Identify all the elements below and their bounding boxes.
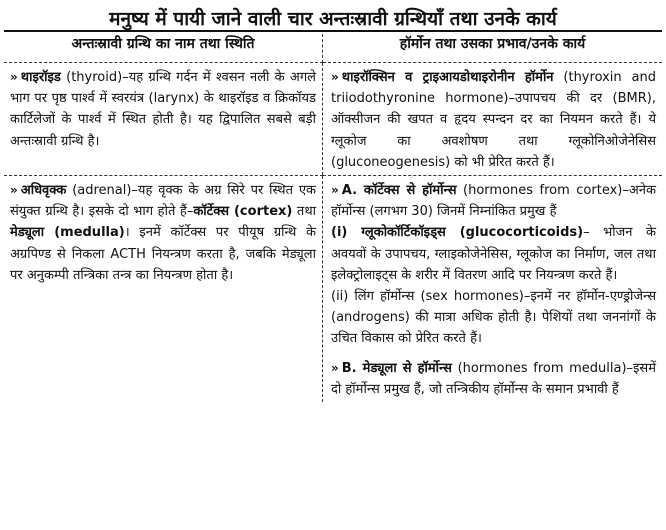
bullet-icon: »: [10, 70, 18, 84]
adrenal-hormone-description: » A. कॉर्टेक्स से हॉर्मोन्स (hormones from cortex)–अनेक हॉर्मोन्स (लगभग 30) जिनमें निम्नांकित प्रमुख हैं (i) ग्लूकोकॉर्टिकॉइड्स (glucocorticoids)– भोजन के अवयवों के उपापचय, ग्लाइकोजेनेसिस, ग्लूकोज का निर्माण, जल तथा इलेक्ट्रोलाइट्स के शरीर में वितरण आदि पर नियन्त्रण करते हैं। (ii) लिंग हॉर्मोन्स (sex hormones)–इनमें नर हॉर्मोन-एण्ड्रोजेन्स (androgens) की मात्रा अधिक होती है। पेशियों तथा जननांगों के उचित विकास को प्रेरित करते हैं। » B. मेड्यूला से हॉर्मोन्स (hormones from medulla)–इसमें दो हॉर्मोन्स प्रमुख हैं, जो तन्त्रिकीय हॉर्मोन्स के समान प्रभावी हैं: [323, 176, 662, 402]
bullet-icon: »: [331, 183, 339, 198]
bullet-icon: »: [331, 70, 339, 84]
medulla-hormones-heading: B. मेड्यूला से हॉर्मोन्स: [341, 360, 452, 376]
adrenal-description: » अधिवृक्क (adrenal)–यह वृक्क के अग्र सिरे पर स्थित एक संयुक्त ग्रन्थि है। इसके दो भाग होते हैं–कॉर्टेक्स (cortex) तथा मेड्यूला (medulla)। इनमें कॉर्टेक्स पर पीयूष ग्रन्थि के अग्रपिण्ड से निकला ACTH नियन्त्रण करता है, जबकि मेड्यूला पर अनुकम्पी तन्त्रिका तन्त्र का नियन्त्रण होता है।: [10, 183, 316, 283]
bullet-icon: »: [331, 360, 339, 375]
glucocorticoids-item: (i) ग्लूकोकॉर्टिकॉइड्स (glucocorticoids)– भोजन के अवयवों के उपापचय, ग्लाइकोजेनेसिस, ग्लूकोज का निर्माण, जल तथा इलेक्ट्रोलाइट्स के शरीर में वितरण आदि पर नियन्त्रण करते हैं।: [331, 225, 656, 283]
header-row: [4, 34, 662, 63]
hormone-name-thyroxin: थाइरॉक्सिन व ट्राइआयडोथाइरोनीन हॉर्मोन: [341, 70, 554, 85]
table-row: [4, 176, 662, 403]
page-title: मनुष्य में पायी जाने वाली चार अन्तःस्रावी ग्रन्थियाँ तथा उनके कार्य: [4, 0, 662, 32]
medulla-hormones-item: » B. मेड्यूला से हॉर्मोन्स (hormones from medulla)–इसमें दो हॉर्मोन्स प्रमुख हैं, जो तन्त्रिकीय हॉर्मोन्स के समान प्रभावी हैं: [331, 360, 656, 397]
gland-name-thyroid: थाइरॉइड: [20, 70, 61, 85]
cortex-hormones-heading: A. कॉर्टेक्स से हॉर्मोन्स: [341, 183, 457, 199]
table-row: [4, 63, 662, 176]
endocrine-table: [4, 34, 662, 402]
sex-hormones-item: (ii) लिंग हॉर्मोन्स (sex hormones)–इनमें नर हॉर्मोन-एण्ड्रोजेन्स (androgens) की मात्रा अधिक होती है। पेशियों तथा जननांगों के उचित विकास को प्रेरित करते हैं।: [331, 289, 656, 347]
thyroid-description: » थाइरॉइड (thyroid)–यह ग्रन्थि गर्दन में श्वसन नली के अगले भाग पर पृष्ठ पार्श्व में स्वरयंत्र (larynx) के थाइरॉइड व क्रिकॉयड कार्टिलेजों के पार्श्व में स्थित होती है। यह द्विपालित सबसे बड़ी अन्तःस्रावी ग्रन्थि है।: [10, 70, 316, 149]
header-left: अन्तःस्रावी ग्रन्थि का नाम तथा स्थिति: [4, 34, 323, 63]
thyroid-hormone-description: » थाइरॉक्सिन व ट्राइआयडोथाइरोनीन हॉर्मोन (thyroxin and triiodothyronine hormone)–उपापचय की दर (BMR), ऑक्सीजन की खपत व हृदय स्पन्दन दर का नियमन करते हैं। ये ग्लूकोज का अवशोषण तथा ग्लूकोनिओजेनेसिस (gluconeogenesis) को भी प्रेरित करते हैं।: [331, 70, 656, 170]
gland-name-adrenal: अधिवृक्क: [20, 183, 67, 199]
bullet-icon: »: [10, 183, 18, 198]
header-right: हॉर्मोन तथा उसका प्रभाव/उनके कार्य: [323, 34, 663, 63]
